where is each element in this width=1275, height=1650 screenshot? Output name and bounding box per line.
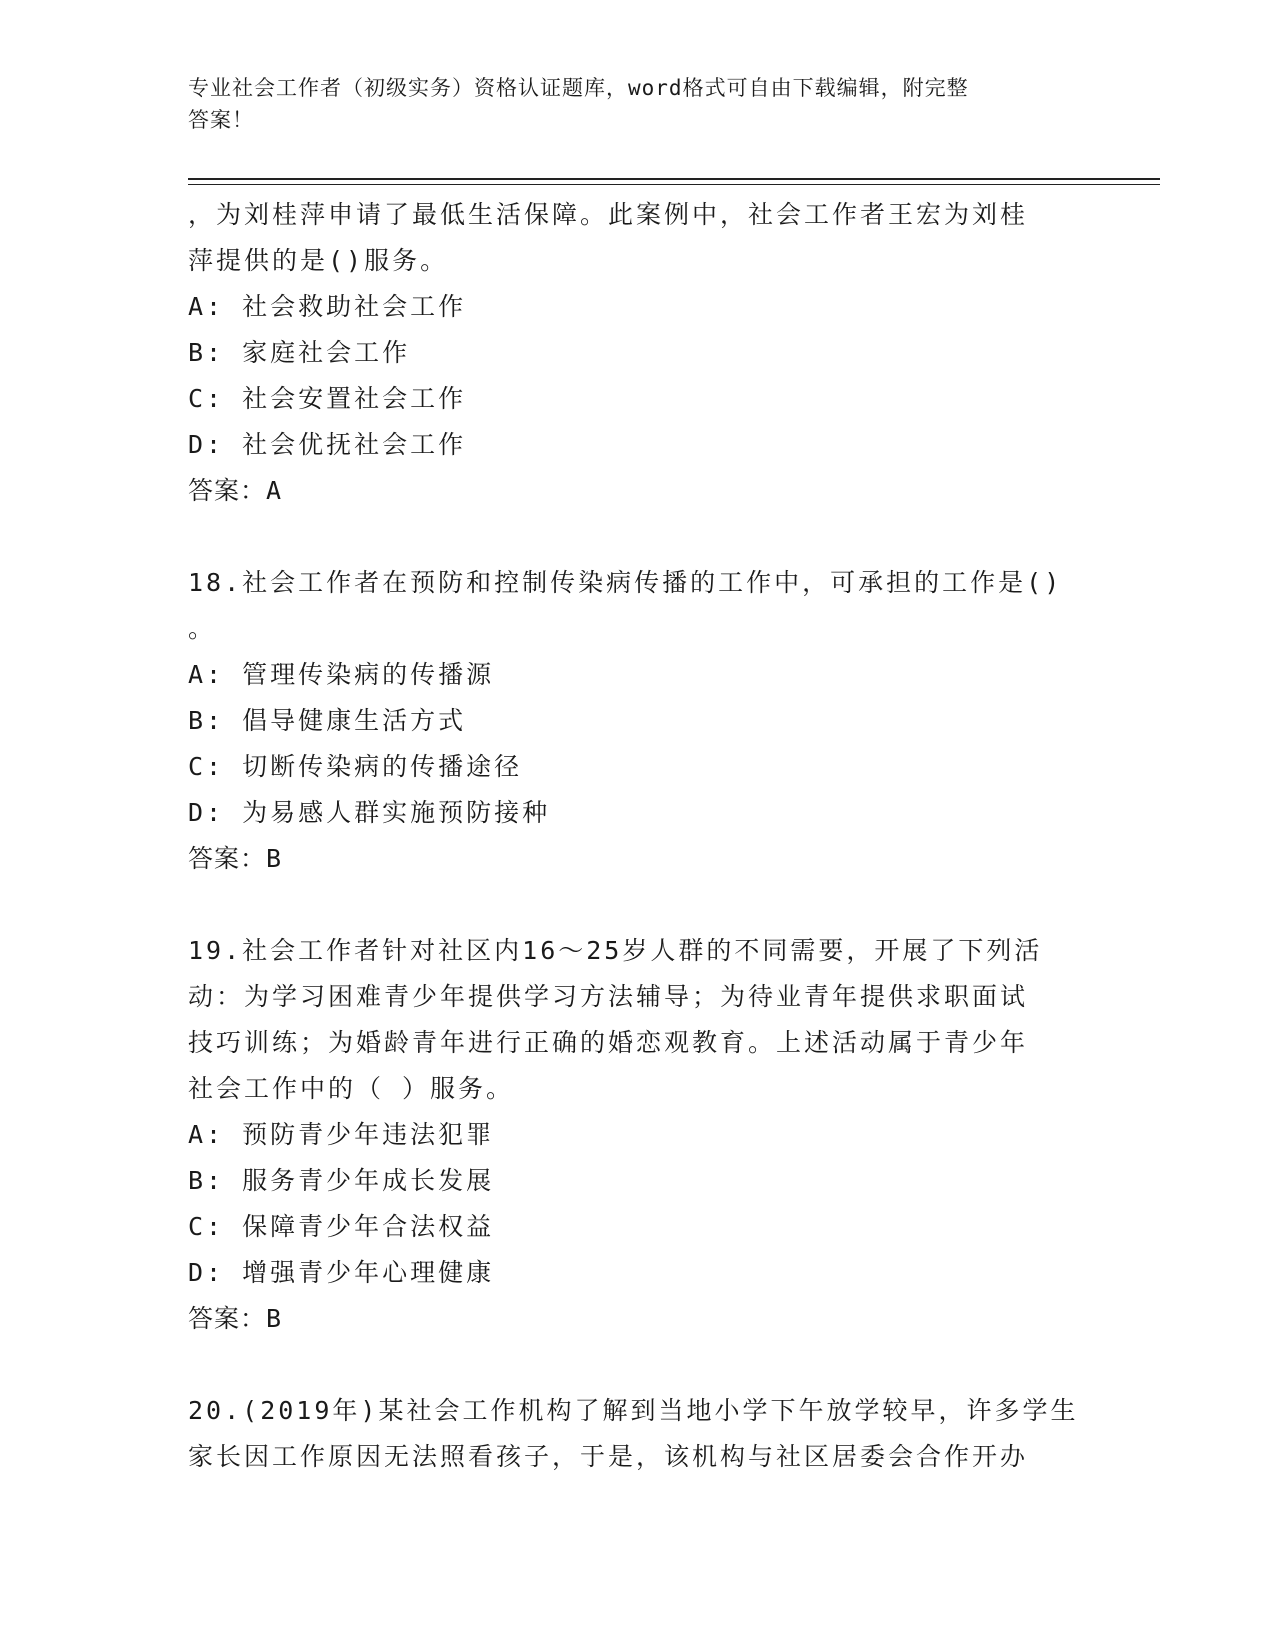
question-text-line: 技巧训练；为婚龄青年进行正确的婚恋观教育。上述活动属于青少年: [188, 1028, 1029, 1057]
option-b: B: 家庭社会工作: [188, 338, 411, 367]
question-text-line: ，为刘桂萍申请了最低生活保障。此案例中，社会工作者王宏为刘桂: [188, 200, 1029, 229]
question-spacer: [188, 1342, 1088, 1388]
question-20: [188, 1388, 1088, 1480]
option-a: A: 管理传染病的传播源: [188, 660, 495, 689]
answer-line: 答案：A: [188, 476, 283, 505]
question-text-line: 家长因工作原因无法照看孩子，于是，该机构与社区居委会合作开办: [188, 1442, 1029, 1471]
option-b: B: 服务青少年成长发展: [188, 1166, 495, 1195]
option-d: D: 社会优抚社会工作: [188, 430, 467, 459]
option-a: A: 预防青少年违法犯罪: [188, 1120, 495, 1149]
option-d: D: 为易感人群实施预防接种: [188, 798, 551, 827]
option-c: C: 社会安置社会工作: [188, 384, 467, 413]
question-text-line: 萍提供的是()服务。: [188, 246, 449, 275]
answer-line: 答案：B: [188, 1304, 283, 1333]
question-text-line: 20.(2019年)某社会工作机构了解到当地小学下午放学较早，许多学生: [188, 1396, 1079, 1425]
question-text-line: 社会工作中的（ ）服务。: [188, 1074, 515, 1103]
option-c: C: 切断传染病的传播途径: [188, 752, 523, 781]
question-17: [188, 192, 1088, 514]
option-b: B: 倡导健康生活方式: [188, 706, 467, 735]
question-spacer: [188, 514, 1088, 560]
option-d: D: 增强青少年心理健康: [188, 1258, 495, 1287]
answer-line: 答案：B: [188, 844, 283, 873]
option-a: A: 社会救助社会工作: [188, 292, 467, 321]
header-line-2: 答案！: [188, 108, 254, 132]
question-text-line: 动：为学习困难青少年提供学习方法辅导；为待业青年提供求职面试: [188, 982, 1029, 1011]
header-line-1: 专业社会工作者（初级实务）资格认证题库，word格式可自由下载编辑，附完整: [188, 76, 969, 100]
question-18: [188, 560, 1088, 882]
question-19: [188, 928, 1088, 1342]
option-c: C: 保障青少年合法权益: [188, 1212, 495, 1241]
document-header: [188, 72, 1068, 136]
question-text-line: 18.社会工作者在预防和控制传染病传播的工作中，可承担的工作是(): [188, 568, 1063, 597]
header-divider-thick: [188, 178, 1160, 180]
question-text-line: 19.社会工作者针对社区内16～25岁人群的不同需要，开展了下列活: [188, 936, 1043, 965]
question-spacer: [188, 882, 1088, 928]
question-text-line: 。: [188, 614, 217, 643]
header-divider-thin: [188, 184, 1160, 185]
question-content: [188, 192, 1088, 1480]
